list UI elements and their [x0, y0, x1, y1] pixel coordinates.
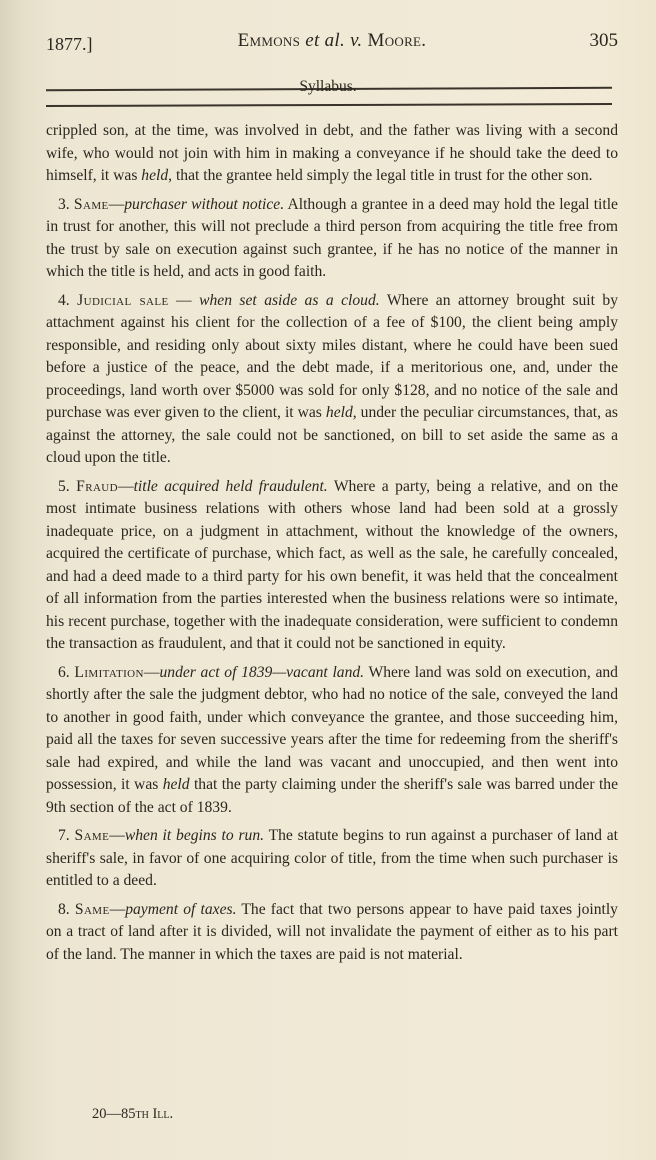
paragraph-text: , under the peculiar circumstances, that, as against the attorney, the sale could not be sanctioned, on bill to set aside the same as a cloud upon the title. — [46, 404, 618, 466]
paragraph-text: Although a grantee in a deed may hold the legal title in trust for another, this will not preclude a third person from acquiring the title free from the trust by sale on execution against such grantee, if he has no notice of the manner in which the title is held, and acts in good faith. — [46, 195, 618, 280]
paragraph-heading: Judicial sale — [77, 291, 169, 309]
running-head-year: 1877.] — [46, 34, 93, 54]
held-italic: held — [141, 167, 169, 184]
syllabus-body — [46, 120, 618, 972]
syllabus-paragraph-4: 4. Judicial sale — when set aside as a cloud. Where an attorney brought suit by attachment against his client for the collection of a fee of $100, the client being amply responsible, and residing only about sixty miles distant, where he could have been sued before a justice of the peace, and the debt made, if a meritorious one, and, under the proceedings, land worth over $5000 was sold for only $128, and no notice of the sale and purchase was ever given to the client, it was held, under the peculiar circumstances, that, as against the attorney, the sale could not be sanctioned, on bill to set aside the same as a cloud upon the title. — [46, 291, 619, 466]
paragraph-text: The statute begins to run against a purchaser of land at sheriff's sale, in favor of one acquiring color of title, from the time when such purchaser is entitled to a deed. — [46, 827, 619, 889]
syllabus-paragraph-6: 6. Limitation—under act of 1839—vacant land. Where land was sold on execution, and shortly after the sale the judgment debtor, who had no notice of the sale, conveyed the land to another in good faith, under which conveyance the grantee, and those succeeding him, paid all the taxes for seven successive years after the time for redeeming from the sheriff's sale had expired, and while the land was vacant and unoccupied, and then went into possession, it was held that the party claiming under the sheriff's sale was barred under the 9th section of the act of 1839. — [46, 663, 618, 816]
paragraph-subheading: payment of taxes. — [125, 900, 237, 918]
paragraph-heading: Same — [74, 900, 110, 918]
case-title-party2: Moore. — [367, 30, 427, 51]
paragraph-number: 7. — [58, 827, 70, 844]
paragraph-heading: Same — [73, 195, 109, 213]
header-rule-bottom — [46, 103, 612, 107]
paragraph-text: Where a party, being a relative, and on the most intimate business relations with others whose land had been sold at a grossly inadequate price, on a judgment in attachment, without the knowledge of the owners, acquired the certificate of purchase, which fact, as well as the sale, he carefully concealed, and had a deed made to a third party for his own benefit, it was held that the concealment of all information from the parties interested when the business relations were so intimate, his recent purchase, together with the inadequate consideration, were sufficient to condemn the transaction as fraudulent, and that it could not be sanctioned in equity. — [46, 477, 618, 652]
held-italic: held — [162, 776, 190, 793]
syllabus-paragraph-5: 5. Fraud—title acquired held fraudulent. Where a party, being a relative, and on the most intimate business relations with others whose land had been sold at a grossly inadequate price, on a judgment in attachment, without the knowledge of the owners, acquired the certificate of purchase, which fact, as well as the sale, he carefully concealed, and had a deed made to a third party for his own benefit, it was held that the concealment of all information from the parties interested when the business relations were so intimate, his recent purchase, together with the inadequate consideration, were sufficient to condemn the transaction as fraudulent, and that it could not be sanctioned in equity. — [46, 477, 618, 652]
paragraph-text: crippled son, at the time, was involved in debt, and the father was living with a second wife, who would not join with him in making a conveyance if he should take the deed to himself, it was — [46, 122, 618, 184]
paragraph-heading: Fraud — [76, 477, 118, 495]
page-number: 305 — [589, 30, 618, 51]
paragraph-number: 3. — [58, 195, 70, 213]
held-italic: held — [325, 404, 353, 421]
paragraph-subheading: when set aside as a cloud. — [199, 291, 380, 309]
paragraph-heading: Limitation — [74, 663, 144, 681]
paragraph-subheading: under act of 1839—vacant land. — [159, 663, 365, 681]
paragraph-text: Where land was sold on execution, and shortly after the sale the judgment debtor, who had no notice of the sale, conveyed the land to another in good faith, under which conveyance the grantee, and those succeeding him, paid all the taxes for seven successive years after the time for redeeming from the sheriff's sale had expired, and while the land was vacant and unoccupied, and then went into possession, it was — [46, 663, 618, 793]
paragraph-number: 8. — [58, 900, 70, 918]
syllabus-paragraph-continued — [46, 120, 618, 188]
case-title-party1: Emmons — [237, 30, 301, 51]
syllabus-paragraph-8: 8. Same—payment of taxes. The fact that two persons appear to have paid taxes jointly on a tract of land after it is divided, will not invalidate the payment of either as to his part of the land. The manner in which the taxes are paid is not material. — [46, 900, 618, 963]
paragraph-subheading: purchaser without notice. — [124, 195, 285, 213]
paragraph-text: , that the grantee held simply the legal title in trust for the other son. — [168, 167, 593, 184]
paragraph-text: that the party claiming under the sheriff's sale was barred under the 9th section of the act of 1839. — [46, 776, 618, 816]
paragraph-subheading: when it begins to run. — [124, 827, 265, 844]
running-head — [46, 30, 618, 54]
case-title-versus: v. — [350, 30, 363, 51]
case-title — [46, 30, 618, 52]
signature-volume: 85th Ill. — [121, 1106, 174, 1122]
paragraph-subheading: title acquired held fraudulent. — [133, 477, 328, 495]
case-title-et-al: et al. — [305, 30, 346, 51]
signature-number: 20 — [92, 1106, 107, 1122]
paragraph-heading: Same — [74, 827, 110, 844]
syllabus-paragraph-7: 7. Same—when it begins to run. The statute begins to run against a purchaser of land at sheriff's sale, in favor of one acquiring color of title, from the time when such purchaser is entitled to a deed. — [46, 827, 619, 889]
paragraph-text: Where an attorney brought suit by attachment against his client for the collection of a fee of $100, the client being amply responsible, and residing only about sixty miles distant, where he could have been sued before a justice of the peace, and the debt made, if a meritorious one, and, under the proceedings, land worth over $5000 was sold for only $128, and no notice of the sale and purchase was ever given to the client, it was — [46, 291, 619, 421]
paragraph-text: The fact that two persons appear to have paid taxes jointly on a tract of land after it is divided, will not invalidate the payment of either as to his part of the land. The manner in which the taxes are paid is not material. — [46, 900, 618, 963]
syllabus-paragraph-3: 3. Same—purchaser without notice. Although a grantee in a deed may hold the legal title in trust for another, this will not preclude a third person from acquiring the title free from the trust by sale on execution against such grantee, if he has no notice of the manner in which the title is held, and acts in good faith. — [46, 195, 618, 280]
section-heading: Syllabus. — [299, 78, 357, 95]
printer-signature: 20—85th Ill. — [92, 1106, 174, 1122]
paragraph-number: 5. — [58, 477, 70, 495]
paragraph-number: 4. — [58, 291, 70, 309]
paragraph-number: 6. — [58, 663, 70, 681]
